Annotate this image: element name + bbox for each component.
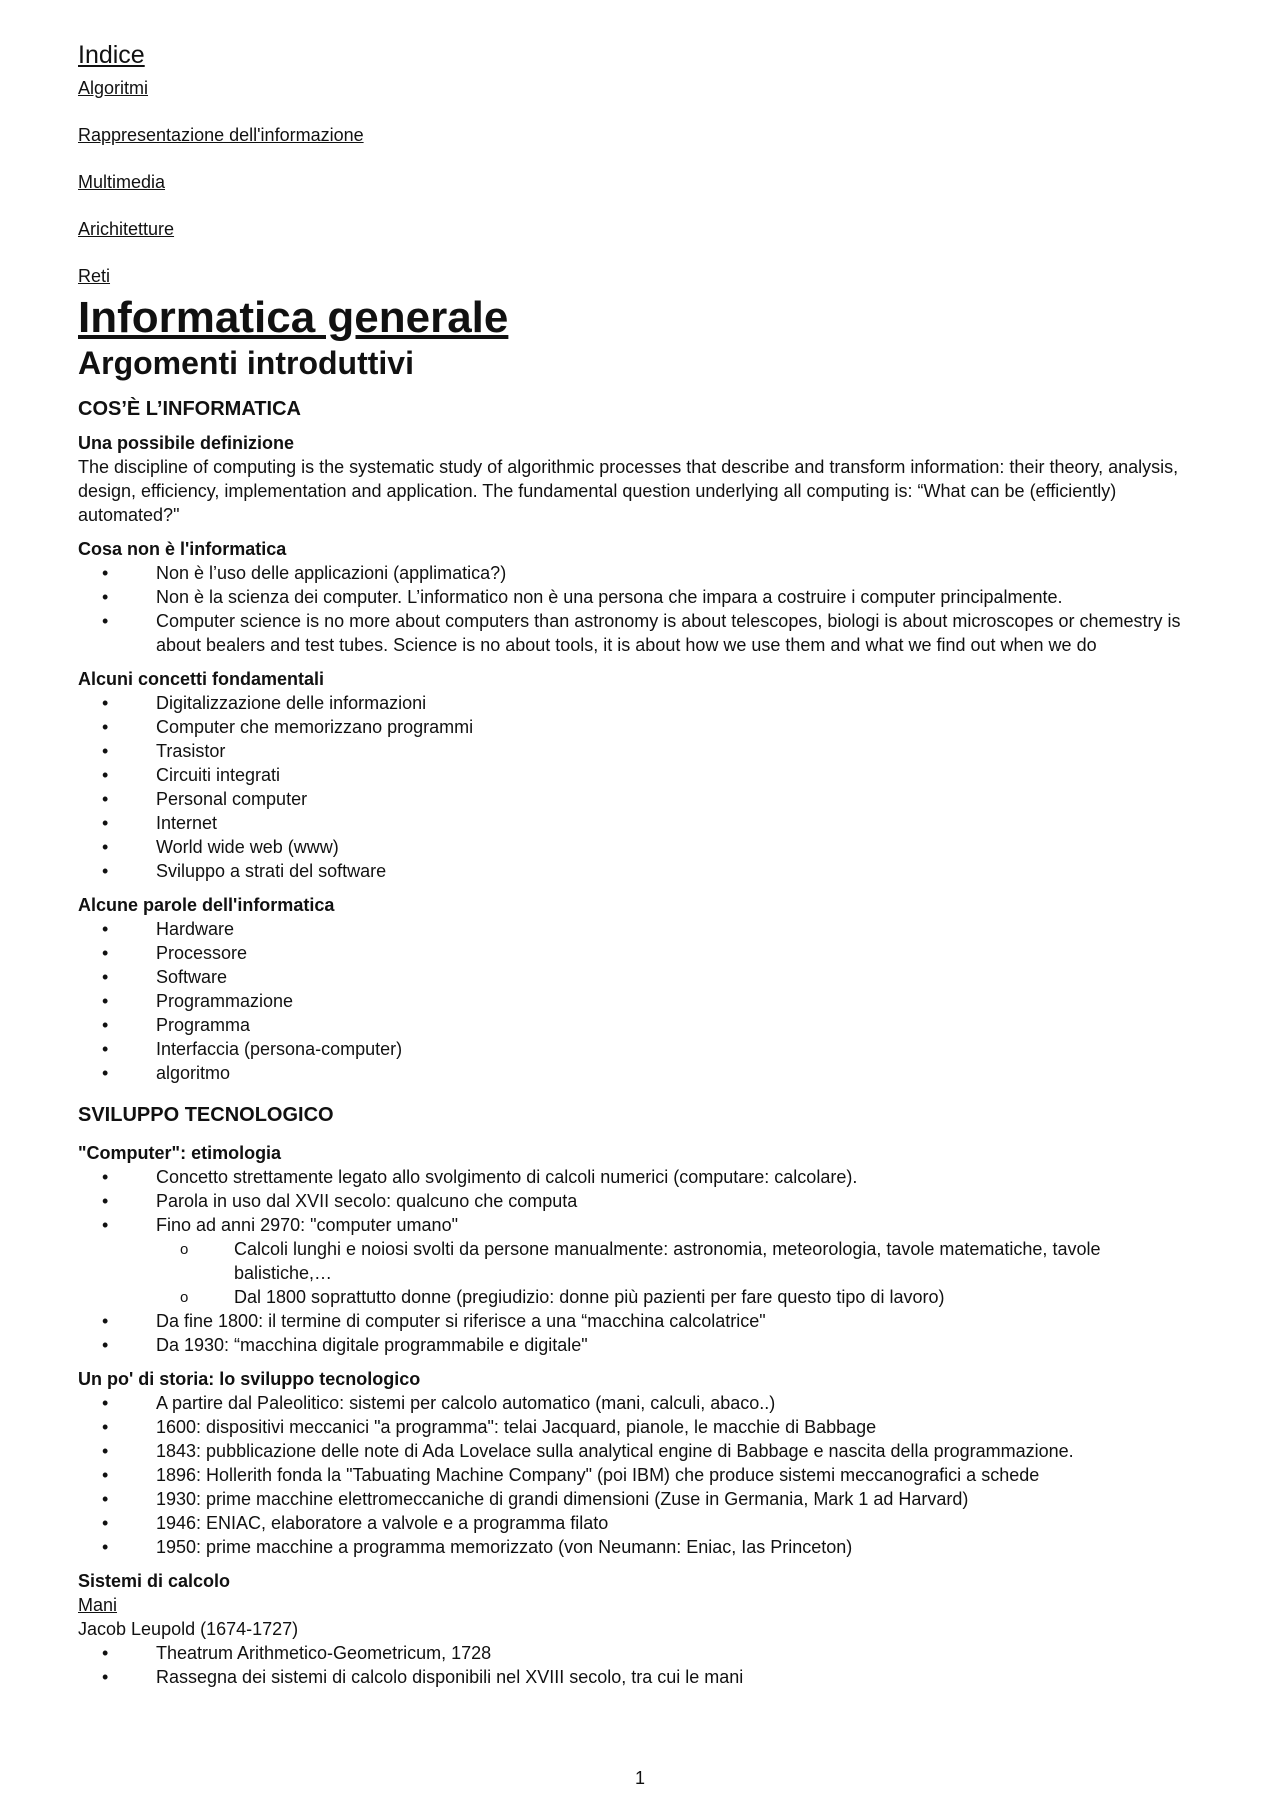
definition-paragraph: The discipline of computing is the systematic study of algorithmic processes that describe and transform information: their theory, analysis, design, efficiency, implementation and application. The fundamental question underlying all computing is: “What can be (efficiently) automated?": [78, 456, 1179, 525]
list-item: • Computer science is no more about computers than astronomy is about telescopes, biologi is about microscopes or chemestry is about bealers and test tubes. Science is no about tools, it is about how we use them and what we find out when we do: [78, 609, 1202, 657]
list-item: • Internet: [78, 811, 1202, 835]
document-title: Informatica generale: [78, 292, 509, 342]
chapter-title: Argomenti introduttivi: [78, 345, 414, 382]
list-item: • Non è la scienza dei computer. L’informatico non è una persona che impara a costruire i computer principalmente.: [78, 585, 1202, 609]
list-item: • 1843: pubblicazione delle note di Ada Lovelace sulla analytical engine di Babbage e nascita della programmazione.: [78, 1439, 1202, 1463]
list-item-text: Fino ad anni 2970: "computer umano": [156, 1214, 458, 1235]
toc-link-rappresentazione[interactable]: Rappresentazione dell'informazione: [78, 125, 364, 146]
list-item: • 1600: dispositivi meccanici "a programma": telai Jacquard, pianole, le macchie di Babbage: [78, 1415, 1202, 1439]
subheading-definizione: Una possibile definizione: [78, 432, 295, 453]
list-item: • Processore: [78, 941, 1202, 965]
list-sistemi: [78, 1641, 1202, 1689]
list-parole: [78, 917, 1202, 1085]
subheading-storia: Un po' di storia: lo sviluppo tecnologico: [78, 1368, 421, 1389]
list-item: • 1950: prime macchine a programma memorizzato (von Neumann: Eniac, Ias Princeton): [78, 1535, 1202, 1559]
toc-title: Indice: [78, 41, 145, 69]
list-item: • Da 1930: “macchina digitale programmabile e digitale": [78, 1333, 1202, 1357]
list-item: • Programmazione: [78, 989, 1202, 1013]
list-item: • Personal computer: [78, 787, 1202, 811]
section-title-informatica: COS’È L’INFORMATICA: [78, 397, 301, 420]
list-item: • 1896: Hollerith fonda la "Tabuating Machine Company" (poi IBM) che produce sistemi meccanografici a schede: [78, 1463, 1202, 1487]
toc-link-reti[interactable]: Reti: [78, 266, 111, 287]
list-item: • World wide web (www): [78, 835, 1202, 859]
page-number: 1: [634, 1768, 645, 1788]
person-leupold: Jacob Leupold (1674-1727): [78, 1618, 299, 1639]
toc-link-architetture[interactable]: Arichitetture: [78, 219, 175, 240]
list-concetti: [78, 691, 1202, 883]
list-item: • Da fine 1800: il termine di computer si riferisce a una “macchina calcolatrice": [78, 1309, 1202, 1333]
list-item: • Digitalizzazione delle informazioni: [78, 691, 1202, 715]
list-item: • Software: [78, 965, 1202, 989]
toc-link-multimedia[interactable]: Multimedia: [78, 172, 166, 193]
list-item: • 1946: ENIAC, elaboratore a valvole e a programma filato: [78, 1511, 1202, 1535]
list-item: • Trasistor: [78, 739, 1202, 763]
list-item: • 1930: prime macchine elettromeccaniche di grandi dimensioni (Zuse in Germania, Mark 1 ad Harvard): [78, 1487, 1202, 1511]
list-etimologia: [78, 1165, 1202, 1357]
list-item: • Rassegna dei sistemi di calcolo disponibili nel XVIII secolo, tra cui le mani: [78, 1665, 1202, 1689]
list-item: • Non è l’uso delle applicazioni (applimatica?): [78, 561, 1202, 585]
subheading-parole: Alcune parole dell'informatica: [78, 894, 335, 915]
list-item: • Sviluppo a strati del software: [78, 859, 1202, 883]
section-title-sviluppo: SVILUPPO TECNOLOGICO: [78, 1103, 334, 1126]
table-of-contents: [78, 40, 1202, 288]
list-item: • Computer che memorizzano programmi: [78, 715, 1202, 739]
sublist-computer-umano: [156, 1237, 1202, 1309]
sub-list-item: o Dal 1800 soprattutto donne (pregiudizio: donne più pazienti per fare questo tipo di lavoro): [156, 1285, 1202, 1309]
list-item-with-sublist: [78, 1213, 1202, 1309]
list-item: • Interfaccia (persona-computer): [78, 1037, 1202, 1061]
subheading-sistemi: Sistemi di calcolo: [78, 1570, 231, 1591]
list-cosa-non-e: [78, 561, 1202, 657]
list-storia: [78, 1391, 1202, 1559]
subheading-concetti: Alcuni concetti fondamentali: [78, 668, 325, 689]
sub-list-item: o Calcoli lunghi e noiosi svolti da persone manualmente: astronomia, meteorologia, tavole matematiche, tavole balistiche,…: [156, 1237, 1202, 1285]
list-item: • Parola in uso dal XVII secolo: qualcuno che computa: [78, 1189, 1202, 1213]
list-item: • Theatrum Arithmetico-Geometricum, 1728: [78, 1641, 1202, 1665]
list-item: • algoritmo: [78, 1061, 1202, 1085]
list-item: • Hardware: [78, 917, 1202, 941]
list-item: • Concetto strettamente legato allo svolgimento di calcoli numerici (computare: calcolare).: [78, 1165, 1202, 1189]
label-mani: Mani: [78, 1594, 118, 1615]
list-item: • A partire dal Paleolitico: sistemi per calcolo automatico (mani, calculi, abaco..): [78, 1391, 1202, 1415]
list-item: • Circuiti integrati: [78, 763, 1202, 787]
toc-link-algoritmi[interactable]: Algoritmi: [78, 78, 149, 98]
list-item: • Programma: [78, 1013, 1202, 1037]
subheading-etimologia: "Computer": etimologia: [78, 1142, 282, 1163]
subheading-cosa-non-e: Cosa non è l'informatica: [78, 538, 287, 559]
